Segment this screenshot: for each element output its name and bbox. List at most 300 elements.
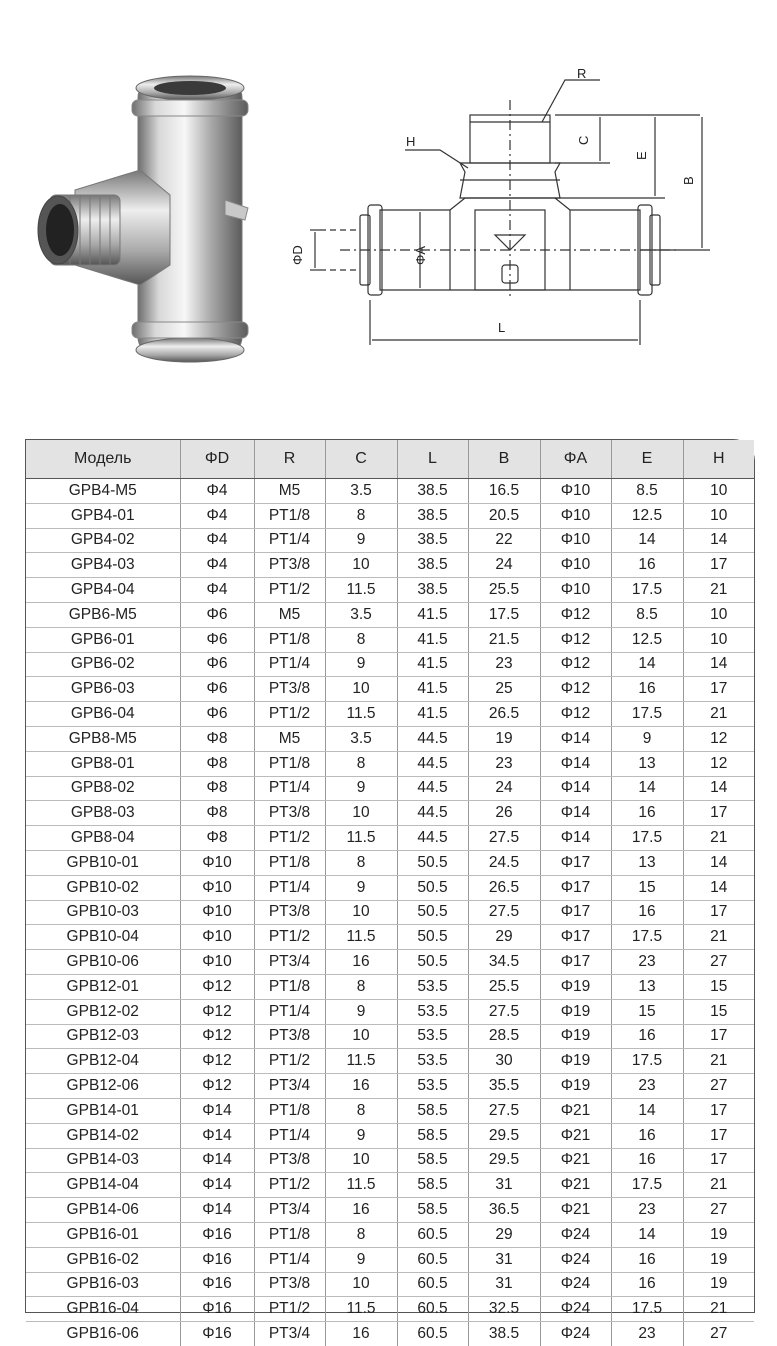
table-cell: Φ6 [180,677,254,702]
table-cell: 16 [611,553,683,578]
table-cell: 29 [468,1222,540,1247]
table-cell: 10 [325,553,397,578]
table-cell: GPB14-06 [26,1198,180,1223]
table-cell: 14 [611,776,683,801]
table-cell: Φ4 [180,553,254,578]
table-cell: 29.5 [468,1123,540,1148]
table-cell: PT1/8 [254,1098,325,1123]
table-cell: Φ12 [540,652,611,677]
table-cell: Φ6 [180,652,254,677]
table-cell: Φ12 [180,1049,254,1074]
table-cell: 44.5 [397,826,468,851]
table-row [26,1222,754,1247]
table-cell: PT1/2 [254,826,325,851]
table-cell: 9 [325,999,397,1024]
table-cell: 26.5 [468,875,540,900]
table-cell: GPB10-01 [26,850,180,875]
table-cell: 9 [611,726,683,751]
table-cell: Φ21 [540,1198,611,1223]
table-cell: GPB4-01 [26,503,180,528]
table-row [26,578,754,603]
table-row [26,1049,754,1074]
table-cell: 17.5 [611,1173,683,1198]
column-header: R [254,440,325,479]
table-cell: 27 [683,1322,754,1346]
table-cell: GPB6-01 [26,627,180,652]
table-cell: GPB10-03 [26,900,180,925]
table-cell: GPB4-M5 [26,479,180,504]
table-cell: PT3/4 [254,1322,325,1346]
table-cell: 16 [611,1123,683,1148]
table-cell: 14 [611,528,683,553]
table-cell: 53.5 [397,974,468,999]
table-cell: 9 [325,1123,397,1148]
table-cell: Φ4 [180,578,254,603]
table-cell: 34.5 [468,950,540,975]
column-header: ΦA [540,440,611,479]
table-cell: 10 [325,1272,397,1297]
table-row [26,1123,754,1148]
table-cell: 11.5 [325,1173,397,1198]
table-cell: PT1/8 [254,1222,325,1247]
table-cell: 38.5 [397,528,468,553]
label-b: B [681,176,696,185]
table-cell: Φ19 [540,974,611,999]
table-cell: PT3/4 [254,1074,325,1099]
table-cell: 58.5 [397,1173,468,1198]
table-cell: 16 [611,677,683,702]
table-cell: 10 [325,1024,397,1049]
table-cell: GPB14-01 [26,1098,180,1123]
table-row [26,553,754,578]
table-cell: 53.5 [397,1024,468,1049]
table-cell: 11.5 [325,578,397,603]
table-cell: Φ6 [180,602,254,627]
table-cell: PT1/8 [254,503,325,528]
table-cell: GPB6-03 [26,677,180,702]
table-cell: 8 [325,850,397,875]
table-cell: GPB16-04 [26,1297,180,1322]
table-cell: 23 [611,950,683,975]
table-cell: Φ8 [180,776,254,801]
table-cell: 60.5 [397,1247,468,1272]
table-cell: 19 [683,1247,754,1272]
table-cell: 21 [683,1297,754,1322]
table-cell: Φ17 [540,925,611,950]
table-cell: PT3/8 [254,1148,325,1173]
table-cell: 12 [683,751,754,776]
table-cell: 29.5 [468,1148,540,1173]
table-cell: 9 [325,528,397,553]
table-cell: 14 [683,776,754,801]
table-row [26,950,754,975]
table-cell: Φ12 [180,1074,254,1099]
table-cell: Φ16 [180,1297,254,1322]
table-cell: 16.5 [468,479,540,504]
table-cell: GPB12-03 [26,1024,180,1049]
table-cell: 8 [325,1222,397,1247]
table-cell: Φ12 [180,999,254,1024]
table-cell: 27 [683,1198,754,1223]
table-cell: 13 [611,850,683,875]
table-cell: 27 [683,950,754,975]
table-cell: 17.5 [468,602,540,627]
table-cell: GPB10-06 [26,950,180,975]
table-cell: 31 [468,1247,540,1272]
table-cell: 10 [325,1148,397,1173]
table-row [26,503,754,528]
table-cell: 13 [611,974,683,999]
table-cell: 41.5 [397,602,468,627]
table-cell: 41.5 [397,627,468,652]
table-cell: GPB16-06 [66,1324,139,1342]
table-cell: Φ10 [540,503,611,528]
table-cell: PT1/4 [254,999,325,1024]
table-cell: 44.5 [397,726,468,751]
table-cell: 17.5 [611,1297,683,1322]
label-e: E [634,151,649,160]
table-cell: 13 [611,751,683,776]
table-cell: Φ24 [540,1297,611,1322]
table-cell: 58.5 [397,1098,468,1123]
table-cell: 44.5 [397,801,468,826]
table-cell: 10 [325,677,397,702]
table-cell: Φ8 [180,726,254,751]
table-cell: Φ19 [540,1024,611,1049]
table-cell: 3.5 [325,726,397,751]
table-cell: Φ14 [540,826,611,851]
table-cell: 16 [611,801,683,826]
table-cell: 21.5 [468,627,540,652]
table-cell: 3.5 [325,479,397,504]
table-cell: 17.5 [611,925,683,950]
table-cell: 12 [683,726,754,751]
table-cell: 23 [468,652,540,677]
table-cell: 23 [611,1074,683,1099]
table-cell: Φ12 [180,974,254,999]
table-cell: 12.5 [611,503,683,528]
table-cell: GPB14-04 [26,1173,180,1198]
table-row [26,1173,754,1198]
table-row [26,751,754,776]
table-cell: M5 [254,726,325,751]
table-cell: 9 [325,875,397,900]
table-cell: Φ10 [180,925,254,950]
label-l: L [498,320,506,335]
table-cell: Φ6 [180,702,254,727]
label-c: C [576,135,591,145]
table-cell: 16 [325,950,397,975]
table-cell: 53.5 [397,999,468,1024]
table-cell: 38.5 [397,553,468,578]
table-cell: GPB4-04 [26,578,180,603]
table-cell: 38.5 [468,1322,540,1346]
table-row [26,974,754,999]
table-cell: Φ12 [180,1024,254,1049]
table-cell: Φ24 [540,1222,611,1247]
table-cell: 8 [325,627,397,652]
column-header: E [611,440,683,479]
table-row [26,999,754,1024]
table-cell: Φ17 [540,950,611,975]
table-row [26,925,754,950]
table-cell: 17 [683,801,754,826]
label-phia: ΦA [413,245,428,265]
table-cell: PT1/4 [254,528,325,553]
table-cell: Φ12 [540,702,611,727]
table-cell: GPB6-02 [26,652,180,677]
table-cell: 14 [611,1098,683,1123]
table-cell: Φ14 [540,801,611,826]
table-cell: 17.5 [611,702,683,727]
table-cell: 17 [683,677,754,702]
table-cell: 25.5 [468,974,540,999]
table-cell: Φ4 [180,479,254,504]
table-cell: Φ4 [180,528,254,553]
table-cell: 23 [611,1322,683,1346]
table-cell: 21 [683,578,754,603]
table-cell: 16 [611,1247,683,1272]
column-header: C [325,440,397,479]
table-cell: 41.5 [397,702,468,727]
table-cell: 24 [468,553,540,578]
table-cell: 21 [683,1173,754,1198]
table-cell: 17 [683,900,754,925]
table-cell: Φ10 [180,950,254,975]
table-row [26,826,754,851]
table-cell: 53.5 [397,1074,468,1099]
table-cell: PT1/8 [254,751,325,776]
table-cell: PT3/8 [254,677,325,702]
table-cell: PT3/8 [254,900,325,925]
table-cell: 8 [325,974,397,999]
table-cell: Φ10 [540,479,611,504]
table-cell: Φ14 [540,776,611,801]
table-row [26,528,754,553]
table-cell: 14 [683,850,754,875]
table-cell: PT3/8 [254,801,325,826]
table-cell: Φ14 [180,1123,254,1148]
column-header: B [468,440,540,479]
table-cell: 25.5 [468,578,540,603]
table-cell: Φ19 [540,999,611,1024]
table-cell: Φ14 [180,1173,254,1198]
table-cell: PT1/4 [254,1123,325,1148]
table-cell: 15 [683,999,754,1024]
table-cell: GPB8-02 [26,776,180,801]
table-row [26,875,754,900]
table-cell: PT1/4 [254,652,325,677]
label-h: H [406,134,416,149]
table-cell: 21 [683,826,754,851]
table-cell: 17.5 [611,826,683,851]
table-cell: Φ10 [180,900,254,925]
table-cell: 29 [468,925,540,950]
table-cell: Φ10 [180,875,254,900]
table-row [26,1098,754,1123]
table-cell: 28.5 [468,1024,540,1049]
table-cell: 8.5 [611,602,683,627]
table-row [26,702,754,727]
table-cell: 16 [325,1322,397,1346]
table-cell: 60.5 [397,1272,468,1297]
table-cell: 19 [683,1272,754,1297]
table-cell: Φ8 [180,826,254,851]
table-cell: 38.5 [397,503,468,528]
table-cell: 26 [468,801,540,826]
table-cell: PT3/8 [254,1272,325,1297]
table-cell: 26.5 [468,702,540,727]
table-cell: PT3/4 [254,1198,325,1223]
table-cell: GPB6-04 [26,702,180,727]
table-cell: M5 [254,479,325,504]
table-cell: 30 [468,1049,540,1074]
table-cell: 31 [468,1173,540,1198]
table-cell: GPB10-02 [26,875,180,900]
table-row [26,1297,754,1322]
table-header [26,440,754,479]
table-cell: Φ14 [180,1098,254,1123]
table-cell: 32.5 [468,1297,540,1322]
table-cell: 35.5 [468,1074,540,1099]
table-cell: 8 [325,503,397,528]
table-cell: PT1/8 [254,627,325,652]
table-cell: Φ10 [540,553,611,578]
table-cell: 11.5 [325,702,397,727]
table-cell: 16 [325,1198,397,1223]
table-cell: 15 [611,875,683,900]
table-cell: 17 [683,1024,754,1049]
table-cell: 21 [683,702,754,727]
table-cell: GPB12-01 [26,974,180,999]
table-cell: 21 [683,1049,754,1074]
table-cell: Φ17 [540,875,611,900]
table-cell: GPB14-02 [26,1123,180,1148]
table-row [26,1024,754,1049]
table-cell: GPB16-03 [26,1272,180,1297]
table-cell: 17 [683,1148,754,1173]
table-cell: 36.5 [468,1198,540,1223]
table-cell: 19 [468,726,540,751]
table-cell: GPB12-02 [26,999,180,1024]
table-cell: Φ14 [540,751,611,776]
table-row [26,1322,754,1346]
table-cell: Φ12 [540,627,611,652]
table-cell: 21 [683,925,754,950]
table-cell: GPB12-06 [26,1074,180,1099]
table-cell: 16 [611,1024,683,1049]
table-cell: PT1/4 [254,776,325,801]
table-cell: Φ16 [180,1222,254,1247]
table-cell: Φ8 [180,801,254,826]
table-cell: 44.5 [397,776,468,801]
table-cell: 17.5 [611,1049,683,1074]
table-cell: Φ4 [180,503,254,528]
table-cell: 44.5 [397,751,468,776]
table-cell: PT1/2 [254,702,325,727]
table-cell: Φ14 [180,1198,254,1223]
table-row [26,677,754,702]
table-cell: Φ12 [540,602,611,627]
table-row [26,726,754,751]
table-cell: 17 [683,1123,754,1148]
table-cell: Φ21 [540,1123,611,1148]
table-cell: Φ19 [540,1049,611,1074]
table-cell: GPB8-03 [26,801,180,826]
table-cell: 60.5 [397,1222,468,1247]
table-row [26,776,754,801]
table-cell: 27.5 [468,900,540,925]
table-cell: PT1/2 [254,1049,325,1074]
table-cell: GPB8-04 [26,826,180,851]
table-cell: Φ21 [540,1173,611,1198]
table-cell: 19 [683,1222,754,1247]
table-cell: 41.5 [397,677,468,702]
table-cell: 9 [325,652,397,677]
table-cell: Φ10 [540,528,611,553]
column-header: H [683,440,754,479]
table-cell: 8 [325,751,397,776]
table-cell: 9 [325,1247,397,1272]
table-cell: GPB14-03 [26,1148,180,1173]
table-cell: PT1/4 [254,875,325,900]
table-row [26,652,754,677]
table-cell: Φ21 [540,1148,611,1173]
table-cell: Φ19 [540,1074,611,1099]
table-cell: Φ21 [540,1098,611,1123]
table-cell: Φ10 [180,850,254,875]
table-cell: Φ14 [540,726,611,751]
table-row [26,801,754,826]
table-cell: PT1/2 [254,1297,325,1322]
table-cell: 60.5 [397,1297,468,1322]
table-row [26,850,754,875]
table-row [26,1148,754,1173]
table-cell: 14 [611,652,683,677]
table-cell: 50.5 [397,875,468,900]
table-cell: 25 [468,677,540,702]
table-cell: Φ14 [180,1148,254,1173]
table-row [26,602,754,627]
table-cell: Φ24 [540,1322,611,1346]
table-cell: 27.5 [468,1098,540,1123]
table-cell: GPB6-M5 [26,602,180,627]
table-cell: Φ8 [180,751,254,776]
table-cell: PT1/2 [254,1173,325,1198]
table-cell: Φ12 [540,677,611,702]
table-cell: PT3/8 [254,1024,325,1049]
table-cell: 27 [683,1074,754,1099]
table-cell: 14 [683,528,754,553]
spec-table [25,439,755,1342]
table-cell: 16 [611,900,683,925]
table-cell: PT3/8 [254,553,325,578]
table-cell: 8 [325,1098,397,1123]
table-row [26,900,754,925]
table-cell: Φ16 [180,1272,254,1297]
table-cell: 11.5 [325,826,397,851]
table-cell: 11.5 [325,1297,397,1322]
table-cell: 17 [683,553,754,578]
table-cell: PT1/2 [254,578,325,603]
table-cell: 38.5 [397,479,468,504]
table-cell: 14 [611,1222,683,1247]
table-cell: 22 [468,528,540,553]
table-cell: GPB12-04 [26,1049,180,1074]
table-cell: 16 [325,1074,397,1099]
table-cell: 10 [683,479,754,504]
table-cell: 58.5 [397,1148,468,1173]
